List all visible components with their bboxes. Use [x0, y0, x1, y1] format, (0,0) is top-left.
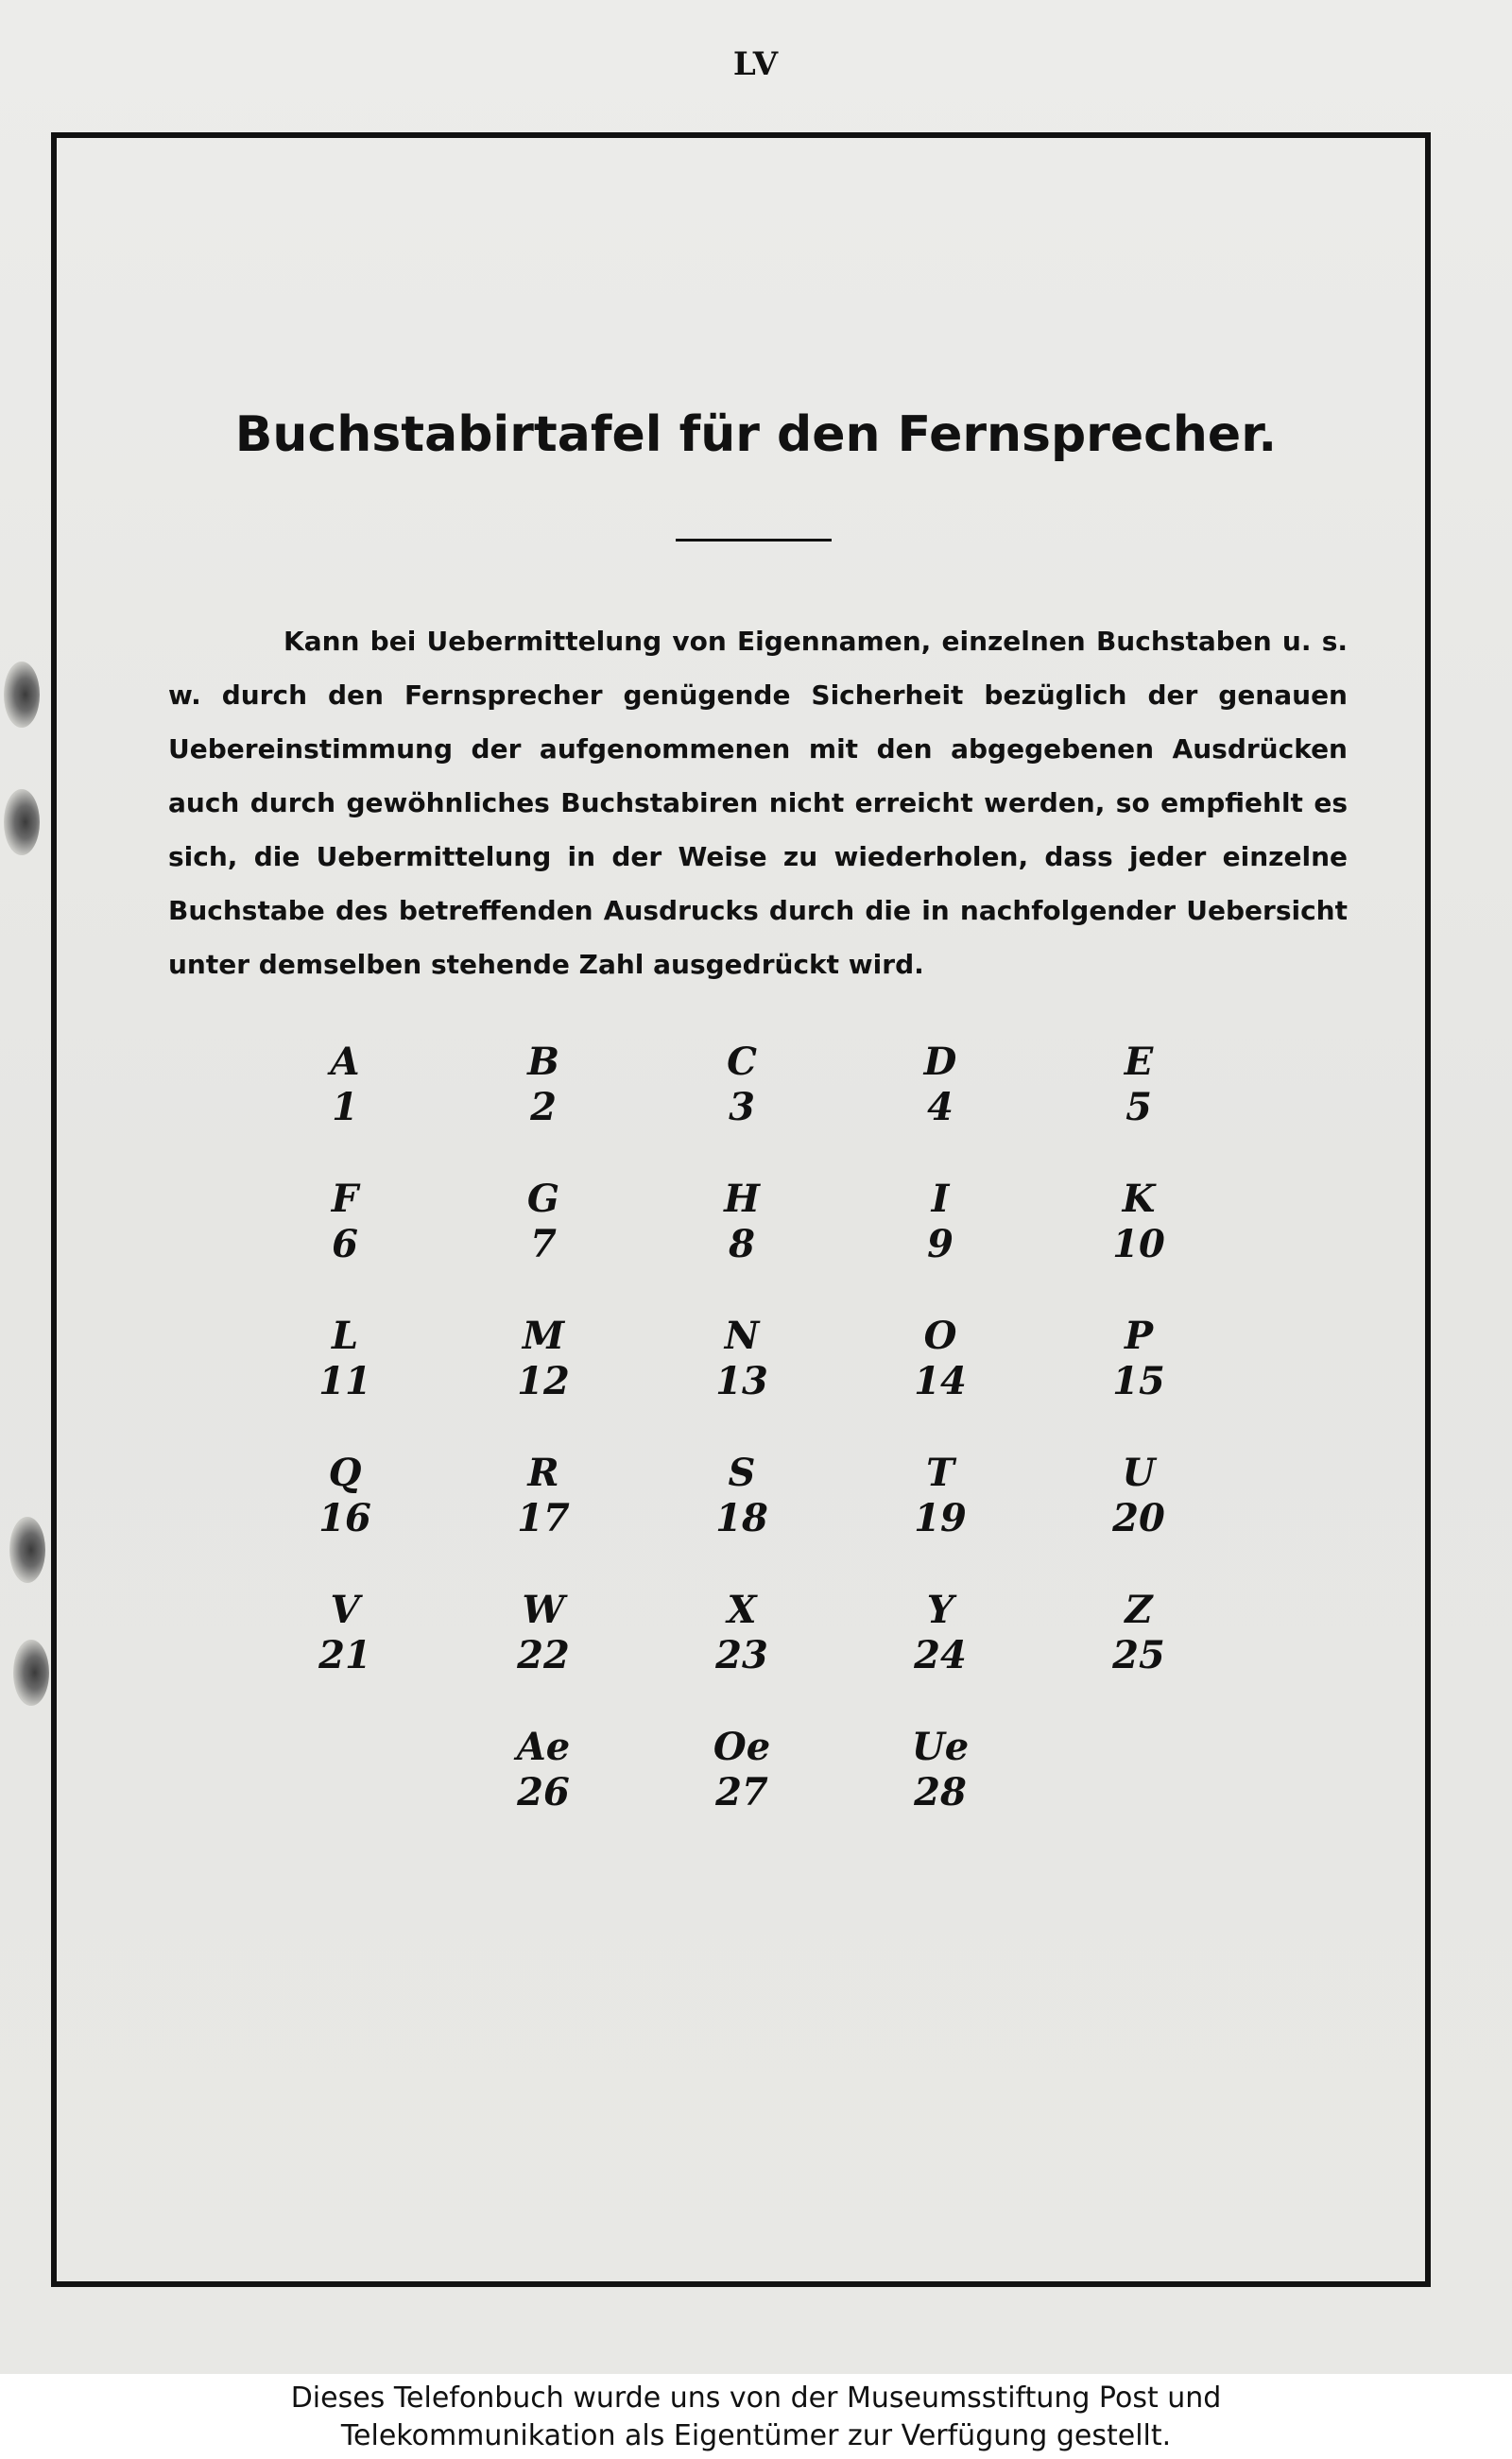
table-cell [1068, 1314, 1210, 1404]
cell-letter: Ae [516, 1725, 571, 1769]
cell-number: 12 [517, 1359, 570, 1403]
cell-number: 13 [715, 1359, 768, 1403]
table-cell [472, 1040, 614, 1130]
cell-letter: Q [328, 1451, 362, 1495]
table-cell [472, 1177, 614, 1267]
cell-letter: T [926, 1451, 954, 1495]
table-cell [274, 1314, 416, 1404]
footer-line: Telekommunikation als Eigentümer zur Verfügung gestellt. [340, 2419, 1172, 2452]
cell-number: 21 [318, 1633, 371, 1677]
table-cell [1068, 1451, 1210, 1541]
table-cell [671, 1040, 813, 1130]
footer-line: Dieses Telefonbuch wurde uns von der Museumsstiftung Post und [290, 2382, 1222, 2415]
cell-number: 5 [1125, 1085, 1152, 1129]
cell-letter: X [727, 1588, 757, 1632]
cell-letter: D [923, 1040, 957, 1084]
punch-hole [4, 662, 40, 728]
cell-letter: O [923, 1314, 957, 1358]
cell-letter: H [724, 1177, 760, 1221]
cell-number: 17 [517, 1496, 570, 1540]
table-cell [671, 1725, 813, 1815]
table-cell [671, 1588, 813, 1678]
cell-number: 28 [914, 1770, 967, 1814]
footer-notice [0, 2374, 1512, 2459]
cell-number: 1 [332, 1085, 358, 1129]
cell-number: 20 [1112, 1496, 1165, 1540]
cell-letter: Z [1125, 1588, 1153, 1632]
cell-letter: W [522, 1588, 565, 1632]
cell-letter: G [526, 1177, 560, 1221]
cell-number: 27 [715, 1770, 768, 1814]
cell-number: 18 [715, 1496, 768, 1540]
cell-number: 8 [729, 1222, 755, 1266]
cell-letter: F [331, 1177, 359, 1221]
spelling-table [274, 1040, 1266, 1833]
cell-number: 6 [332, 1222, 358, 1266]
cell-letter: N [724, 1314, 760, 1358]
cell-number: 9 [927, 1222, 954, 1266]
cell-letter: A [330, 1040, 360, 1084]
cell-letter: Y [926, 1588, 954, 1632]
punch-hole [13, 1640, 49, 1706]
cell-number: 24 [914, 1633, 967, 1677]
intro-paragraph: Kann bei Uebermittelung von Eigennamen, einzelnen Buchstaben u. s. w. durch den Fernsprecher genügende Sicherheit bezüglich der genauen Uebereinstimmung der aufgenommenen mit den abgegebenen Ausdrücken auch durch gewöhnliches Buchstabiren nicht erreicht werden, so empfiehlt es sich, die Uebermittelung in der Weise zu wiederholen, dass jeder einzelne Buchstabe des betreffenden Ausdrucks durch die in nachfolgender Uebersicht unter demselben stehende Zahl ausgedrückt wird. [168, 626, 1348, 980]
cell-number: 19 [914, 1496, 967, 1540]
cell-letter: E [1124, 1040, 1154, 1084]
table-cell [1068, 1177, 1210, 1267]
cell-letter: C [727, 1040, 757, 1084]
punch-hole [4, 789, 40, 855]
cell-number: 11 [318, 1359, 371, 1403]
cell-number: 4 [927, 1085, 954, 1129]
page-title: Buchstabirtafel für den Fernsprecher. [234, 406, 1278, 463]
table-cell [1068, 1588, 1210, 1678]
cell-number: 25 [1112, 1633, 1165, 1677]
table-cell [869, 1314, 1011, 1404]
cell-letter: Ue [911, 1725, 970, 1769]
cell-number: 16 [318, 1496, 371, 1540]
punch-hole [9, 1517, 45, 1583]
cell-letter: K [1122, 1177, 1156, 1221]
cell-letter: U [1122, 1451, 1156, 1495]
table-cell [472, 1451, 614, 1541]
cell-letter: V [330, 1588, 360, 1632]
cell-letter: B [527, 1040, 559, 1084]
table-cell [472, 1588, 614, 1678]
table-cell [274, 1451, 416, 1541]
title-divider [676, 539, 832, 542]
table-cell [869, 1588, 1011, 1678]
cell-number: 23 [715, 1633, 768, 1677]
table-cell [671, 1177, 813, 1267]
cell-letter: S [728, 1451, 756, 1495]
cell-number: 14 [914, 1359, 967, 1403]
cell-letter: I [931, 1177, 950, 1221]
table-cell [472, 1725, 614, 1815]
table-cell [472, 1314, 614, 1404]
table-cell [1068, 1040, 1210, 1130]
cell-letter: P [1124, 1314, 1154, 1358]
table-cell [274, 1588, 416, 1678]
cell-number: 2 [530, 1085, 557, 1129]
cell-number: 3 [729, 1085, 755, 1129]
cell-number: 22 [517, 1633, 570, 1677]
table-cell [869, 1725, 1011, 1815]
cell-letter: Oe [713, 1725, 771, 1769]
table-cell [869, 1451, 1011, 1541]
page-number: LV [732, 45, 780, 83]
cell-letter: R [527, 1451, 559, 1495]
table-cell [274, 1177, 416, 1267]
table-cell [869, 1177, 1011, 1267]
cell-number: 26 [517, 1770, 570, 1814]
table-cell [869, 1040, 1011, 1130]
cell-number: 15 [1112, 1359, 1165, 1403]
cell-number: 7 [530, 1222, 557, 1266]
cell-number: 10 [1112, 1222, 1165, 1266]
cell-letter: M [522, 1314, 565, 1358]
table-cell [671, 1451, 813, 1541]
cell-letter: L [331, 1314, 359, 1358]
table-cell [671, 1314, 813, 1404]
table-cell [274, 1040, 416, 1130]
